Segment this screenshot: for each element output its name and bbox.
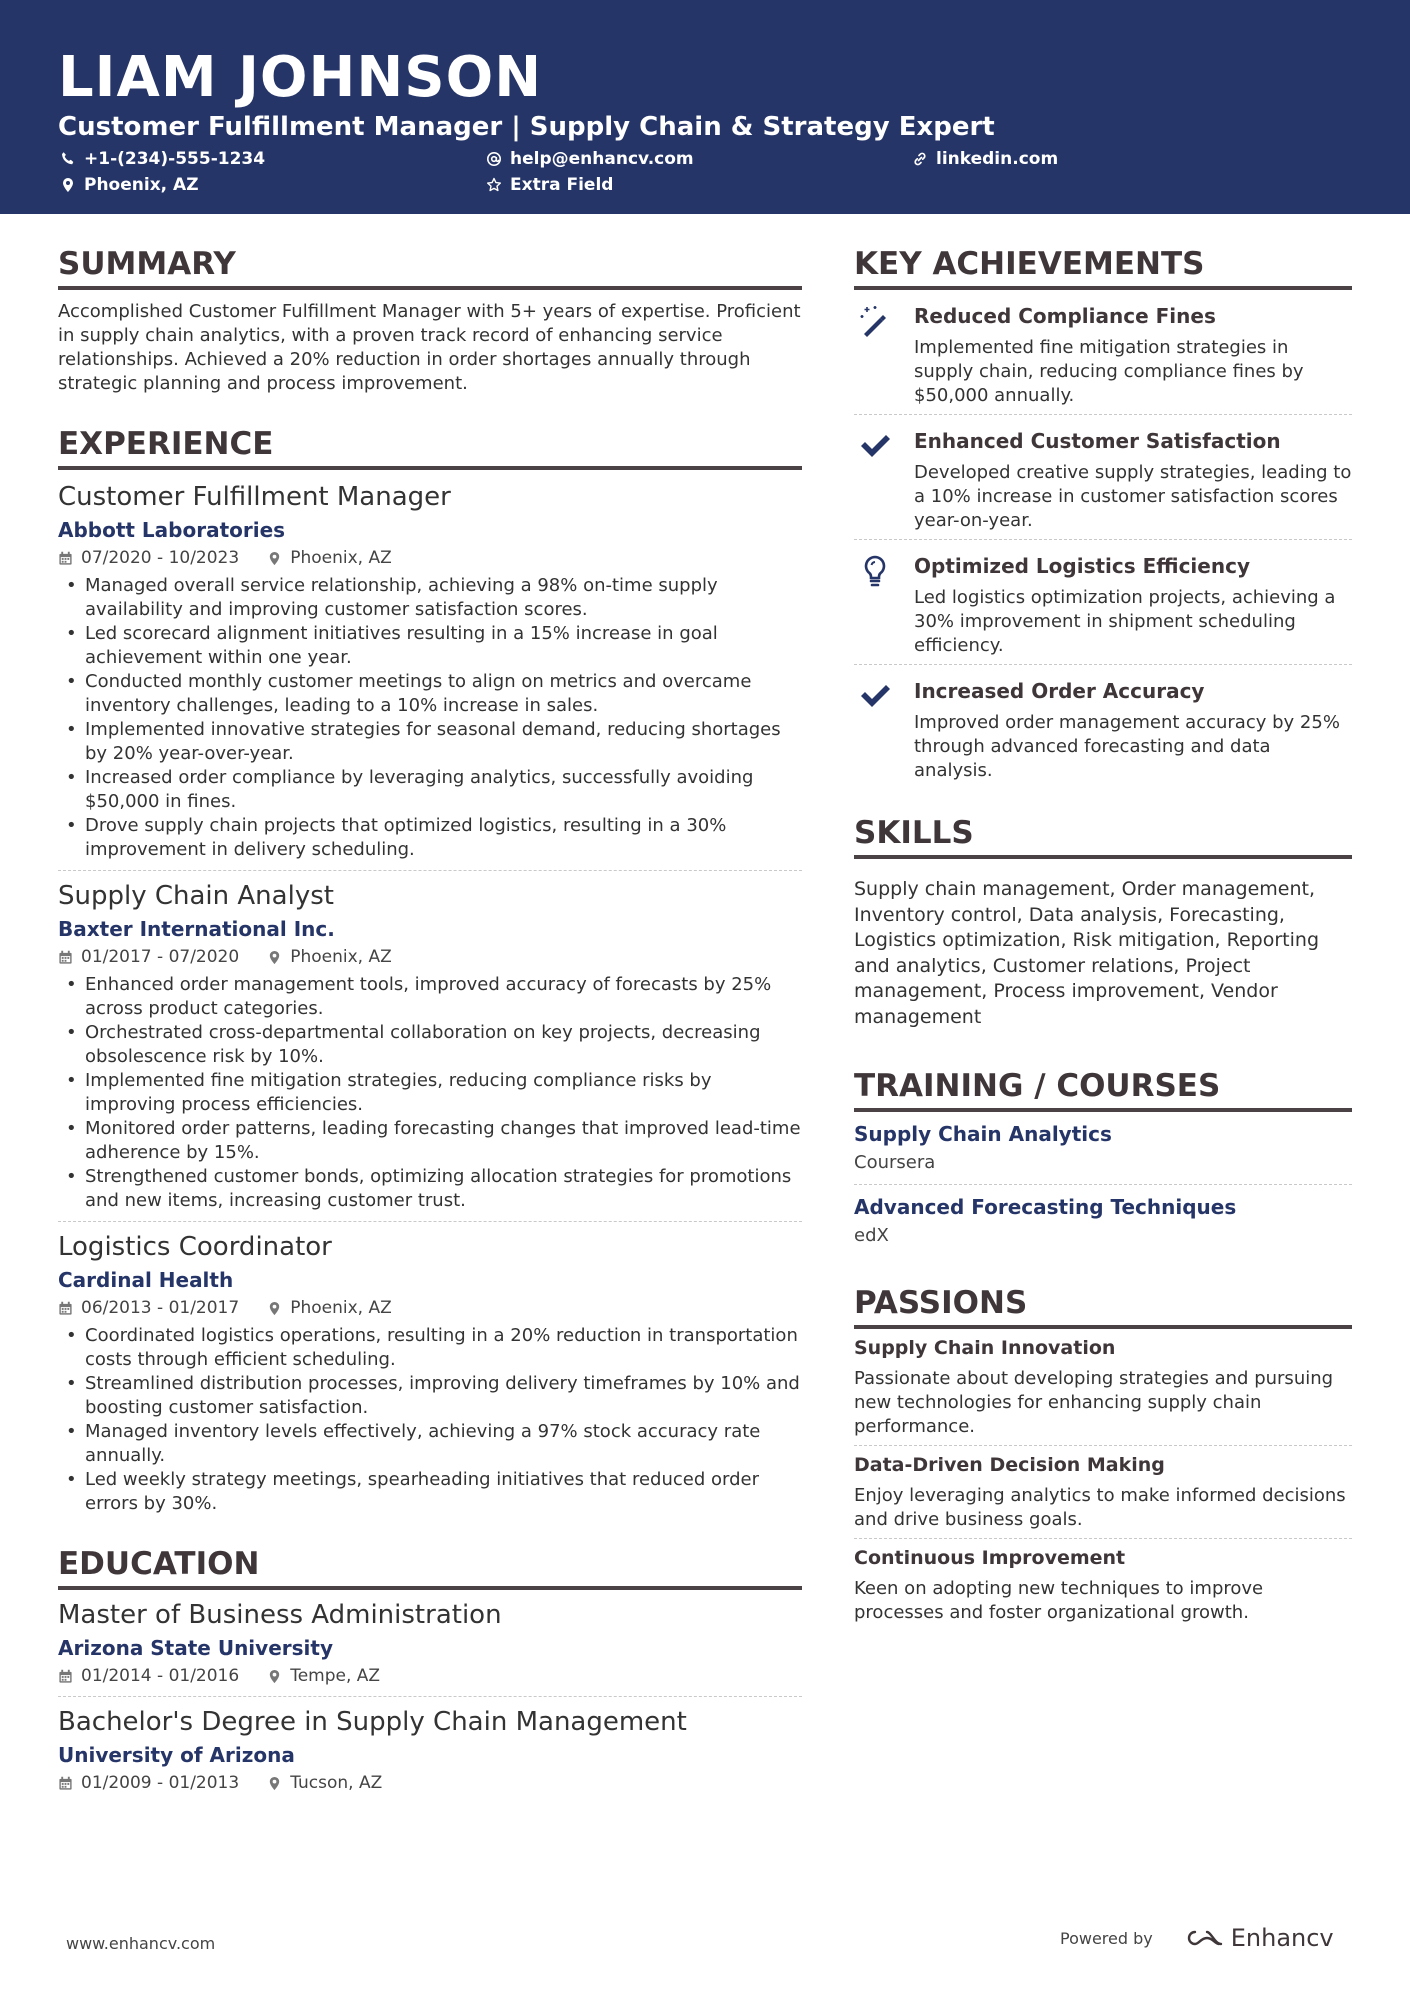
education-entry (58, 1598, 802, 1697)
passion-desc: Keen on adopting new techniques to improve processes and foster organizational growth. (854, 1578, 1264, 1623)
experience-entry (58, 879, 802, 1222)
location-pin-icon (267, 1301, 282, 1316)
job-bullet: • Conducted monthly customer meetings to align on metrics and overcame inventory challenges, leading to a 10% increase in sales. (58, 670, 802, 718)
footer-website[interactable]: www.enhancv.com (66, 1934, 216, 1953)
achievement-title: Enhanced Customer Satisfaction (914, 429, 1281, 453)
passion-title: Data-Driven Decision Making (854, 1454, 1165, 1476)
experience-heading: EXPERIENCE (58, 424, 802, 470)
achievement-item (854, 665, 1352, 789)
course-title: Advanced Forecasting Techniques (854, 1195, 1237, 1219)
company-name: Baxter International Inc. (58, 917, 335, 941)
degree-title: Bachelor's Degree in Supply Chain Management (58, 1707, 687, 1737)
education-meta (58, 1771, 802, 1795)
summary-heading: SUMMARY (58, 244, 802, 290)
training-heading: TRAINING / COURSES (854, 1066, 1352, 1112)
job-bullet: • Coordinated logistics operations, resulting in a 20% reduction in transportation costs through efficient scheduling. (58, 1324, 802, 1372)
location-pin-icon (267, 551, 282, 566)
achievement-desc: Developed creative supply strategies, leading to a 10% increase in customer satisfaction scores year-on-year. (914, 462, 1352, 531)
contact-extra (486, 174, 613, 196)
education-dates: 01/2014 - 01/2016 (81, 1666, 240, 1686)
education-location: Tempe, AZ (290, 1666, 381, 1686)
school-name: Arizona State University (58, 1636, 333, 1660)
job-meta (58, 546, 802, 570)
passion-title: Supply Chain Innovation (854, 1337, 1116, 1359)
contact-email[interactable] (486, 148, 694, 170)
candidate-name: LIAM JOHNSON (58, 45, 543, 110)
passion-title: Continuous Improvement (854, 1547, 1126, 1569)
location-pin-icon (267, 1776, 282, 1791)
check-icon (858, 429, 892, 463)
achievement-desc: Improved order management accuracy by 25% through advanced forecasting and data analysis. (914, 712, 1340, 781)
phone-text: +1-(234)-555-1234 (84, 149, 266, 169)
job-bullet: • Managed overall service relationship, achieving a 98% on-time supply availability and improving customer satisfaction scores. (58, 574, 802, 622)
extra-field-text: Extra Field (510, 175, 614, 195)
enhancv-logo-icon (1179, 1926, 1223, 1950)
experience-entry (58, 1230, 802, 1524)
passion-item (854, 1329, 1352, 1446)
at-icon (486, 151, 502, 167)
contact-phone[interactable] (60, 148, 265, 170)
passion-desc: Enjoy leveraging analytics to make informed decisions and drive business goals. (854, 1485, 1346, 1530)
calendar-icon (58, 1776, 73, 1791)
lightbulb-icon (858, 554, 892, 588)
school-name: University of Arizona (58, 1743, 295, 1767)
location-pin-icon (60, 177, 76, 193)
phone-icon (60, 151, 76, 167)
job-title: Supply Chain Analyst (58, 881, 334, 911)
job-dates: 07/2020 - 10/2023 (81, 548, 240, 568)
achievement-item (854, 540, 1352, 665)
skills-text: Supply chain management, Order management, Inventory control, Data analysis, Forecasting, Logistics optimization, Risk mitigation, Reporting and analytics, Customer relations, Project management, Process improvement, Vendor management (854, 878, 1319, 1028)
passion-desc: Passionate about developing strategies and pursuing new technologies for enhancing supply chain performance. (854, 1368, 1334, 1437)
magic-wand-icon (858, 304, 892, 338)
achievement-title: Increased Order Accuracy (914, 679, 1205, 703)
job-bullets (58, 973, 802, 1213)
course-item (854, 1185, 1352, 1257)
calendar-icon (58, 950, 73, 965)
degree-title: Master of Business Administration (58, 1600, 502, 1630)
linkedin-text: linkedin.com (936, 149, 1059, 169)
education-location: Tucson, AZ (290, 1773, 383, 1793)
location-pin-icon (267, 950, 282, 965)
job-bullet: • Managed inventory levels effectively, achieving a 97% stock accuracy rate annually. (58, 1420, 802, 1468)
course-item (854, 1112, 1352, 1185)
achievement-title: Reduced Compliance Fines (914, 304, 1216, 328)
job-title: Customer Fulfillment Manager (58, 482, 451, 512)
achievement-item (854, 290, 1352, 415)
job-bullets (58, 574, 802, 862)
contact-linkedin[interactable] (912, 148, 1058, 170)
achievement-desc: Implemented fine mitigation strategies in supply chain, reducing compliance fines by $50,000 annually. (914, 337, 1304, 406)
achievement-item (854, 415, 1352, 540)
job-meta (58, 945, 802, 969)
powered-by-label: Powered by (1060, 1928, 1153, 1948)
achievements-heading: KEY ACHIEVEMENTS (854, 244, 1352, 290)
achievement-title: Optimized Logistics Efficiency (914, 554, 1250, 578)
course-provider: edX (854, 1225, 889, 1246)
passion-item (854, 1539, 1352, 1631)
star-icon (486, 177, 502, 193)
passions-heading: PASSIONS (854, 1283, 1352, 1329)
right-column (854, 244, 1352, 1631)
location-pin-icon (267, 1669, 282, 1684)
job-bullet: • Implemented innovative strategies for seasonal demand, reducing shortages by 20% year-over-year. (58, 718, 802, 766)
job-bullet: • Led scorecard alignment initiatives resulting in a 15% increase in goal achievement within one year. (58, 622, 802, 670)
job-bullet: • Implemented fine mitigation strategies, reducing compliance risks by improving process efficiencies. (58, 1069, 802, 1117)
education-meta (58, 1664, 802, 1688)
calendar-icon (58, 1301, 73, 1316)
footer-branding (1060, 1924, 1334, 1952)
email-text: help@enhancv.com (510, 149, 694, 169)
job-location: Phoenix, AZ (290, 947, 392, 967)
education-entry (58, 1705, 802, 1803)
resume-header (0, 0, 1410, 214)
course-provider: Coursera (854, 1152, 936, 1173)
check-icon (858, 679, 892, 713)
education-heading: EDUCATION (58, 1544, 802, 1590)
job-bullet: • Monitored order patterns, leading forecasting changes that improved lead-time adherence by 15%. (58, 1117, 802, 1165)
course-title: Supply Chain Analytics (854, 1122, 1112, 1146)
education-dates: 01/2009 - 01/2013 (81, 1773, 240, 1793)
job-title: Logistics Coordinator (58, 1232, 332, 1262)
company-name: Abbott Laboratories (58, 518, 286, 542)
job-location: Phoenix, AZ (290, 1298, 392, 1318)
brand-logo[interactable] (1179, 1924, 1334, 1952)
job-bullet: • Enhanced order management tools, improved accuracy of forecasts by 25% across product categories. (58, 973, 802, 1021)
passion-item (854, 1446, 1352, 1539)
skills-heading: SKILLS (854, 813, 1352, 859)
brand-name: Enhancv (1230, 1924, 1334, 1952)
job-dates: 01/2017 - 07/2020 (81, 947, 240, 967)
calendar-icon (58, 551, 73, 566)
company-name: Cardinal Health (58, 1268, 234, 1292)
left-column (58, 244, 802, 1803)
job-bullet: • Strengthened customer bonds, optimizing allocation strategies for promotions and new items, increasing customer trust. (58, 1165, 802, 1213)
job-bullet: • Orchestrated cross-departmental collaboration on key projects, decreasing obsolescence risk by 10%. (58, 1021, 802, 1069)
location-text: Phoenix, AZ (84, 175, 199, 195)
calendar-icon (58, 1669, 73, 1684)
job-bullet: • Streamlined distribution processes, improving delivery timeframes by 10% and boosting customer satisfaction. (58, 1372, 802, 1420)
contact-location (60, 174, 199, 196)
job-location: Phoenix, AZ (290, 548, 392, 568)
job-meta (58, 1296, 802, 1320)
job-bullet: • Led weekly strategy meetings, spearheading initiatives that reduced order errors by 30%. (58, 1468, 802, 1516)
achievement-desc: Led logistics optimization projects, achieving a 30% improvement in shipment scheduling efficiency. (914, 587, 1336, 656)
summary-text: Accomplished Customer Fulfillment Manager with 5+ years of expertise. Proficient in supply chain analytics, with a proven track record of enhancing service relationships. Achieved a 20% reduction in order shortages annually through strategic planning and process improvement. (58, 301, 801, 394)
experience-entry (58, 480, 802, 871)
job-bullet: • Increased order compliance by leveraging analytics, successfully avoiding $50,000 in fines. (58, 766, 802, 814)
link-icon (912, 151, 928, 167)
candidate-tagline: Customer Fulfillment Manager | Supply Chain & Strategy Expert (58, 112, 995, 142)
job-bullets (58, 1324, 802, 1516)
job-bullet: • Drove supply chain projects that optimized logistics, resulting in a 30% improvement in delivery scheduling. (58, 814, 802, 862)
job-dates: 06/2013 - 01/2017 (81, 1298, 240, 1318)
